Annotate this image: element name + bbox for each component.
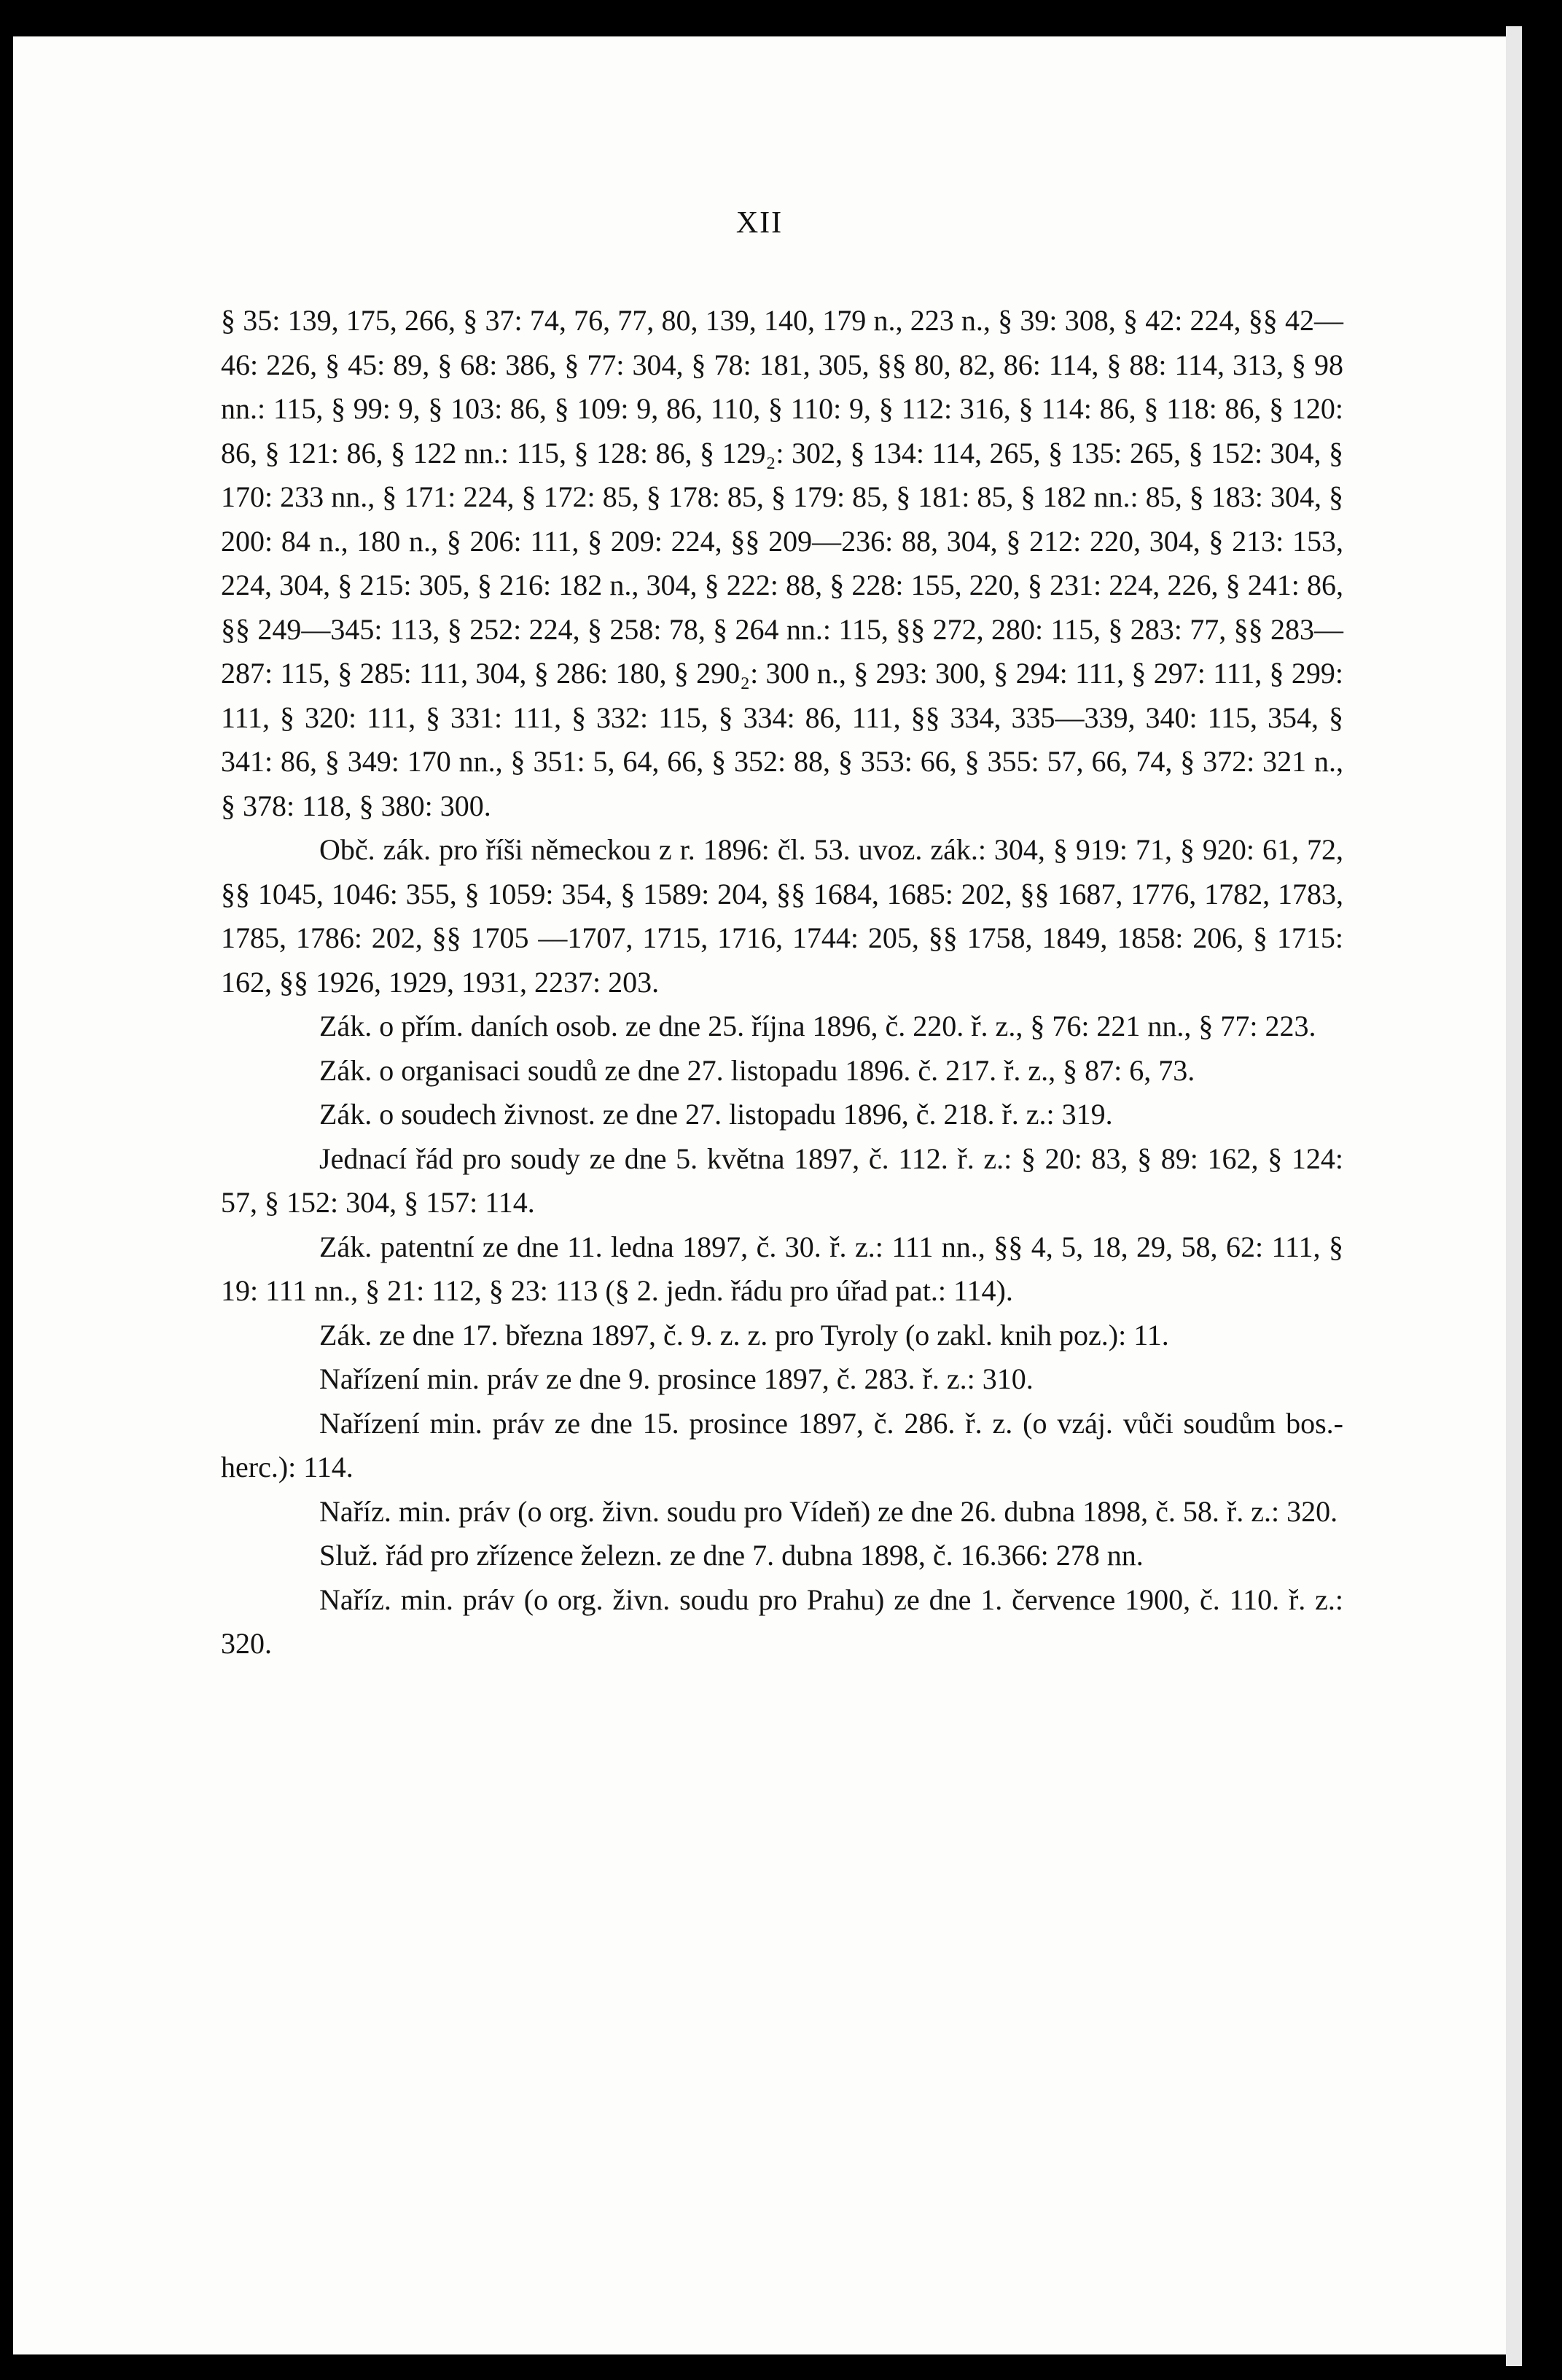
index-paragraph: Naříz. min. práv (o org. živn. soudu pro Vídeň) ze dne 26. dubna 1898, č. 58. ř. z.: 320. xyxy=(319,1494,1338,1528)
page-number: XII xyxy=(735,206,784,240)
index-paragraph: Zák. o soudech živnost. ze dne 27. listopadu 1896, č. 218. ř. z.: 319. xyxy=(319,1098,1113,1131)
index-paragraph: Zák. o přím. daních osob. ze dne 25. října 1896, č. 220. ř. z., § 76: 221 nn., § 77: 223. xyxy=(319,1010,1316,1042)
index-paragraph: Jednací řád pro soudy ze dne 5. května 1897, č. 112. ř. z.: § 20: 83, § 89: 162, § 124: 57, § 152: 304, § 157: 114. xyxy=(221,1142,1343,1219)
index-paragraph: Zák. patentní ze dne 11. ledna 1897, č. 30. ř. z.: 111 nn., §§ 4, 5, 18, 29, 58, 62: 111, § 19: 111 nn., § 21: 112, § 23: 113 (§ 2. jedn. řádu pro úřad pat.: 114). xyxy=(221,1230,1343,1307)
index-paragraph: Zák. o organisaci soudů ze dne 27. listopadu 1896. č. 217. ř. z., § 87: 6, 73. xyxy=(319,1053,1195,1087)
index-paragraph: Obč. zák. pro říši německou z r. 1896: čl. 53. uvoz. zák.: 304, § 919: 71, § 920: 61, 72, §§ 1045, 1046: 355, § 1059: 354, § 1589: 204, §§ 1684, 1685: 202, §§ 1687, 1776, 1782, 1783, 1785, 1786: 202, §§ 1705 —1707, 1715, 1716, 1744: 205, §§ 1758, 1849, 1858: 206, § 1715: 162, §§ 1926, 1929, 1931, 2237: 203. xyxy=(221,833,1343,999)
index-paragraph: Služ. řád pro zřízence železn. ze dne 7. dubna 1898, č. 16.366: 278 nn. xyxy=(319,1539,1144,1572)
index-text xyxy=(221,299,1343,1666)
index-paragraph: § 35: 139, 175, 266, § 37: 74, 76, 77, 80, 139, 140, 179 n., 223 n., § 39: 308, § 42: 224, §§ 42—46: 226, § 45: 89, § 68: 386, § 77: 304, § 78: 181, 305, §§ 80, 82, 86: 114, § 88: 114, 313, § 98 nn.: 115, § 99: 9, § 103: 86, § 109: 9, 86, 110, § 110: 9, § 112: 316, § 114: 86, § 118: 86, § 120: 86, § 121: 86, § 122 nn.: 115, § 128: 86, § 129₂: 302, § 134: 114, 265, § 135: 265, § 152: 304, § 170: 233 nn., § 171: 224, § 172: 85, § 178: 85, § 179: 85, § 181: 85, § 182 nn.: 85, § 183: 304, § 200: 84 n., 180 n., § 206: 111, § 209: 224, §§ 209—236: 88, 304, § 212: 220, 304, § 213: 153, 224, 304, § 215: 305, § 216: 182 n., 304, § 222: 88, § 228: 155, 220, § 231: 224, 226, § 241: 86, §§ 249—345: 113, § 252: 224, § 258: 78, § 264 nn.: 115, §§ 272, 280: 115, § 283: 77, §§ 283—287: 115, § 285: 111, 304, § 286: 180, § 290₂: 300 n., § 293: 300, § 294: 111, § 297: 111, § 299: 111, § 320: 111, § 331: 111, § 332: 115, § 334: 86, 111, §§ 334, 335—339, 340: 115, 354, § 341: 86, § 349: 170 nn., § 351: 5, 64, 66, § 352: 88, § 353: 66, § 355: 57, 66, 74, § 372: 321 n., § 378: 118, § 380: 300. xyxy=(221,304,1343,822)
page-edge xyxy=(1506,26,1522,2366)
book-page xyxy=(13,36,1506,2354)
index-paragraph: Zák. ze dne 17. března 1897, č. 9. z. z. pro Tyroly (o zakl. knih poz.): 11. xyxy=(319,1318,1169,1351)
index-paragraph: Nařízení min. práv ze dne 9. prosince 1897, č. 283. ř. z.: 310. xyxy=(319,1362,1034,1395)
index-paragraph: Naříz. min. práv (o org. živn. soudu pro Prahu) ze dne 1. července 1900, č. 110. ř. z.: 320. xyxy=(221,1583,1343,1660)
index-paragraph: Nařízení min. práv ze dne 15. prosince 1897, č. 286. ř. z. (o vzáj. vůči soudům bos.-herc.): 114. xyxy=(221,1406,1343,1483)
